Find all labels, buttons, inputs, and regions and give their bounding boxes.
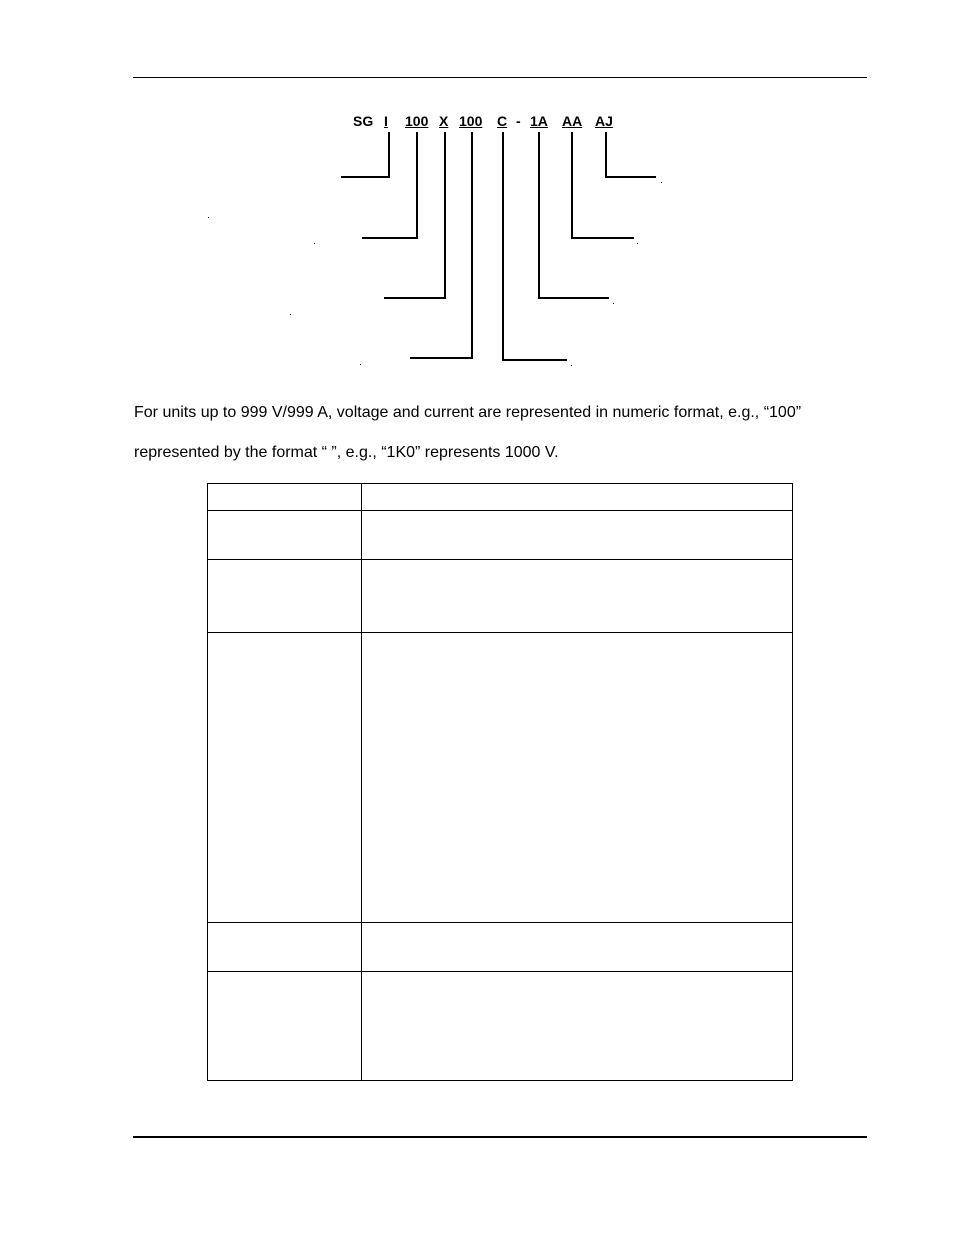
table-cell-field	[208, 484, 362, 511]
table-row	[208, 560, 793, 633]
table-cell-description	[362, 511, 793, 560]
table-cell-description	[362, 972, 793, 1081]
leader-line-current	[410, 132, 472, 358]
table-cell-description	[362, 560, 793, 633]
table-cell-field	[208, 560, 362, 633]
table-row	[208, 633, 793, 923]
faint-mark	[208, 217, 209, 218]
code-seg-option-1a: 1A	[530, 113, 548, 129]
faint-mark	[613, 303, 614, 304]
leader-lines-diagram	[0, 0, 954, 380]
faint-mark	[661, 182, 662, 183]
code-seg-separator-x: X	[439, 113, 449, 129]
table-row	[208, 511, 793, 560]
faint-mark	[571, 365, 572, 366]
code-seg-type: I	[384, 113, 388, 129]
code-seg-voltage: 100	[405, 113, 429, 129]
leader-line-type	[341, 132, 389, 177]
code-seg-option-aj: AJ	[595, 113, 613, 129]
faint-mark	[314, 243, 315, 244]
leader-line-option-1a	[539, 132, 609, 298]
leader-line-option-aj	[606, 132, 656, 177]
leader-line-interface	[503, 132, 567, 360]
code-seg-interface: C	[497, 113, 508, 129]
table-row	[208, 484, 793, 511]
paragraph-line-1: For units up to 999 V/999 A, voltage and current are represented in numeric format, e.g., “100”	[134, 404, 802, 421]
leader-line-option-aa	[572, 132, 634, 238]
table-cell-description	[362, 484, 793, 511]
footer-rule	[133, 1136, 867, 1138]
paragraph-line-2: represented by the format “ ”, e.g., “1K0” represents 1000 V.	[134, 444, 559, 461]
code-seg-dash: -	[516, 113, 521, 129]
table-row	[208, 923, 793, 972]
code-seg-option-aa: AA	[562, 113, 583, 129]
table-cell-field	[208, 511, 362, 560]
code-seg-series: SG	[353, 113, 374, 129]
faint-mark	[290, 314, 291, 315]
model-code-table	[207, 483, 793, 1081]
code-seg-current: 100	[459, 113, 483, 129]
table-cell-description	[362, 633, 793, 923]
table-cell-field	[208, 923, 362, 972]
faint-mark	[637, 243, 638, 244]
leader-line-x	[384, 132, 445, 298]
table-cell-field	[208, 972, 362, 1081]
table-cell-description	[362, 923, 793, 972]
faint-mark	[360, 364, 361, 365]
table-row	[208, 972, 793, 1081]
table-cell-field	[208, 633, 362, 923]
